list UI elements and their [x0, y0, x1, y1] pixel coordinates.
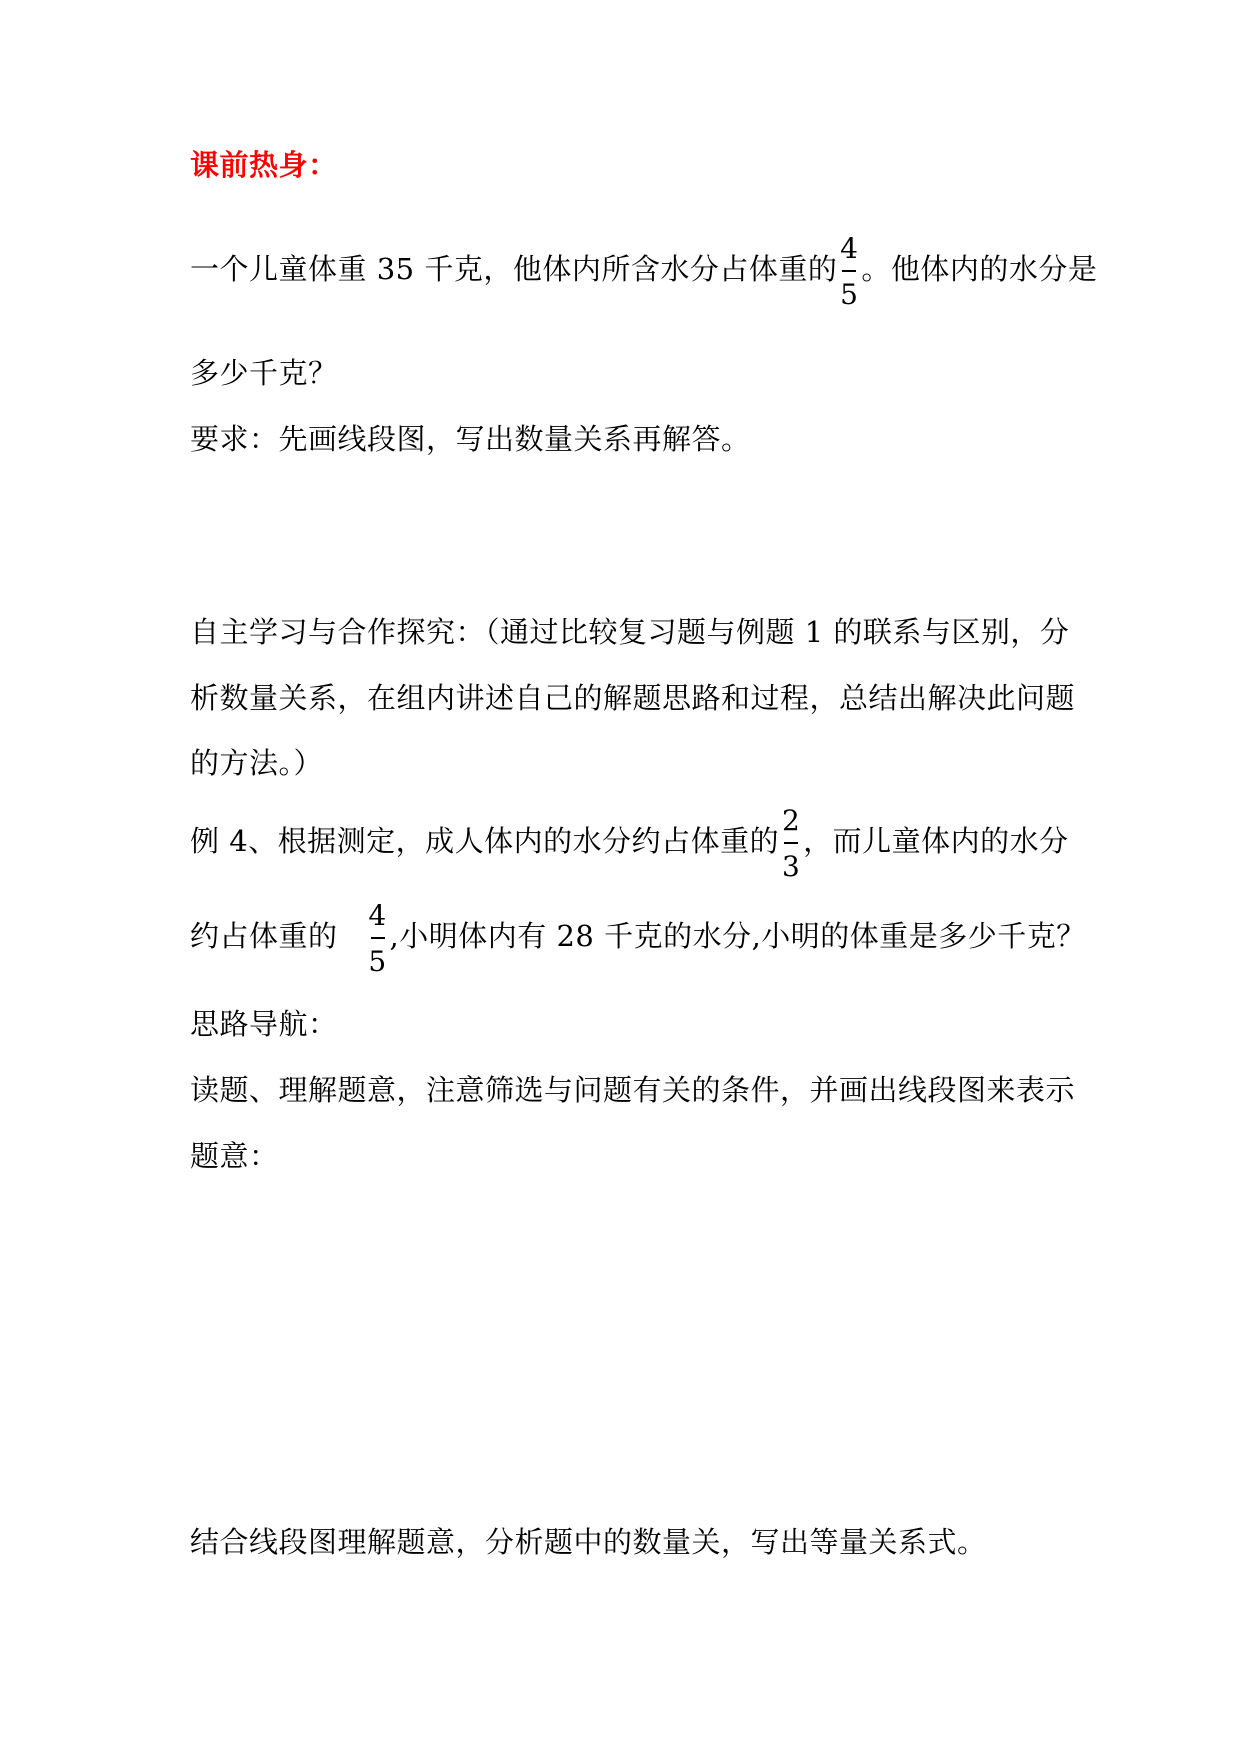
warmup-text-after: 。他体内的水分是 — [861, 252, 1098, 286]
fraction — [368, 899, 388, 978]
read-line-2: 题意： — [190, 1139, 279, 1173]
fraction-numerator: 2 — [782, 804, 801, 837]
read-line-1: 读题、理解题意，注意筛选与问题有关的条件，并画出线段图来表示 — [190, 1073, 1076, 1107]
warmup-text-before: 一个儿童体重 35 千克，他体内所含水分占体重的 — [190, 252, 838, 286]
explore-line-3: 的方法。） — [190, 746, 324, 780]
example-text-after: ，而儿童体内的水分 — [803, 824, 1069, 858]
fraction-bar — [784, 842, 798, 844]
fraction-denominator: 5 — [368, 945, 387, 978]
section-heading: 课前热身： — [190, 148, 338, 182]
warmup-question-line-1 — [190, 232, 1098, 311]
fraction-bar — [842, 270, 856, 272]
example-line-2 — [190, 899, 1086, 978]
explore-line-1: 自主学习与合作探究：（通过比较复习题与例题 1 的联系与区别，分 — [190, 615, 1070, 649]
example-text-before: 例 4、根据测定，成人体内的水分约占体重的 — [190, 824, 780, 858]
explore-line-2: 析数量关系，在组内讲述自己的解题思路和过程，总结出解决此问题 — [190, 681, 1076, 715]
guide-heading: 思路导航： — [190, 1007, 338, 1041]
example-text-before: 约占体重的 — [190, 919, 338, 953]
fraction — [781, 804, 801, 883]
warmup-question-line-2: 多少千克？ — [190, 356, 338, 390]
combine-line: 结合线段图理解题意，分析题中的数量关，写出等量关系式。 — [190, 1525, 987, 1559]
warmup-requirement: 要求：先画线段图，写出数量关系再解答。 — [190, 422, 751, 456]
fraction-numerator: 4 — [840, 232, 859, 265]
fraction-denominator: 5 — [840, 278, 859, 311]
fraction — [839, 232, 859, 311]
fraction-denominator: 3 — [782, 850, 801, 883]
example-line-1 — [190, 804, 1069, 883]
example-text-after: ,小明体内有 28 千克的水分,小明的体重是多少千克？ — [389, 919, 1086, 953]
fraction-numerator: 4 — [368, 899, 387, 932]
fraction-bar — [371, 937, 385, 939]
